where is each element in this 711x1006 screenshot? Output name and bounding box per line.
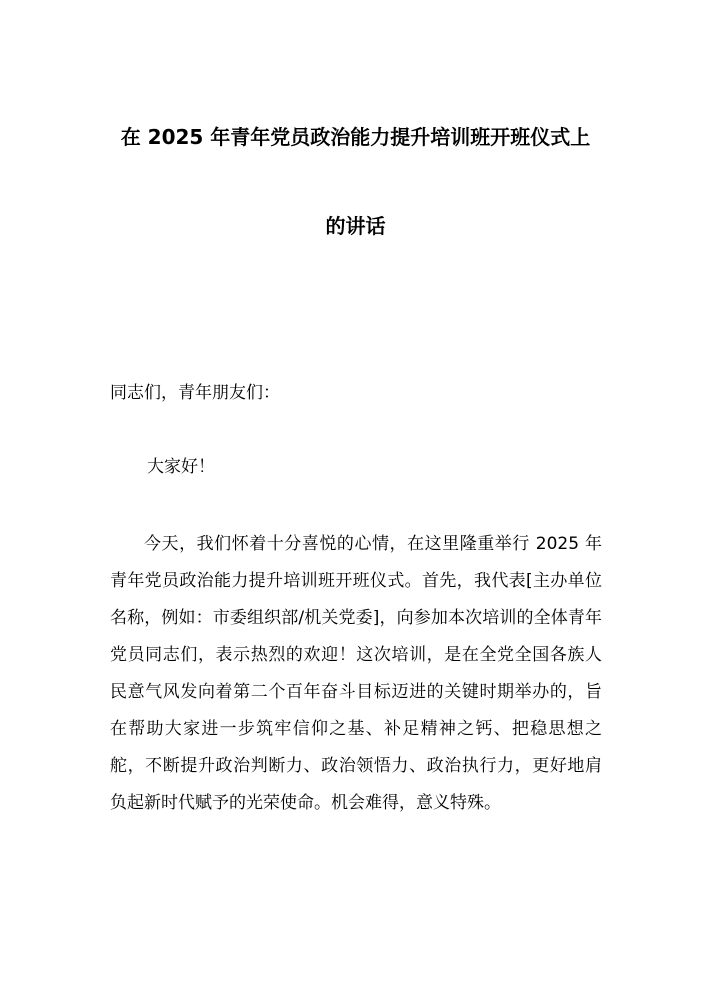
document-title-line-1: 在 2025 年青年党员政治能力提升培训班开班仪式上: [120, 125, 591, 149]
salutation: 同志们，青年朋友们：: [110, 383, 280, 403]
body-paragraph: 今天，我们怀着十分喜悦的心情，在这里隆重举行 2025 年青年党员政治能力提升培训班开班仪式。首先，我代表[主办单位名称，例如：市委组织部/机关党委]，向参加本次培训的全体青年党员同志们，表示热烈的欢迎！这次培训，是在全党全国各族人民意气风发向着第二个百年奋斗目标迈进的关键时期举办的，旨在帮助大家进一步筑牢信仰之基、补足精神之钙、把稳思想之舵，不断提升政治判断力、政治领悟力、政治执行力，更好地肩负起新时代赋予的光荣使命。机会难得，意义特殊。: [110, 534, 602, 813]
document-title-line-2: 的讲话: [325, 214, 386, 238]
greeting: 大家好！: [147, 457, 215, 477]
